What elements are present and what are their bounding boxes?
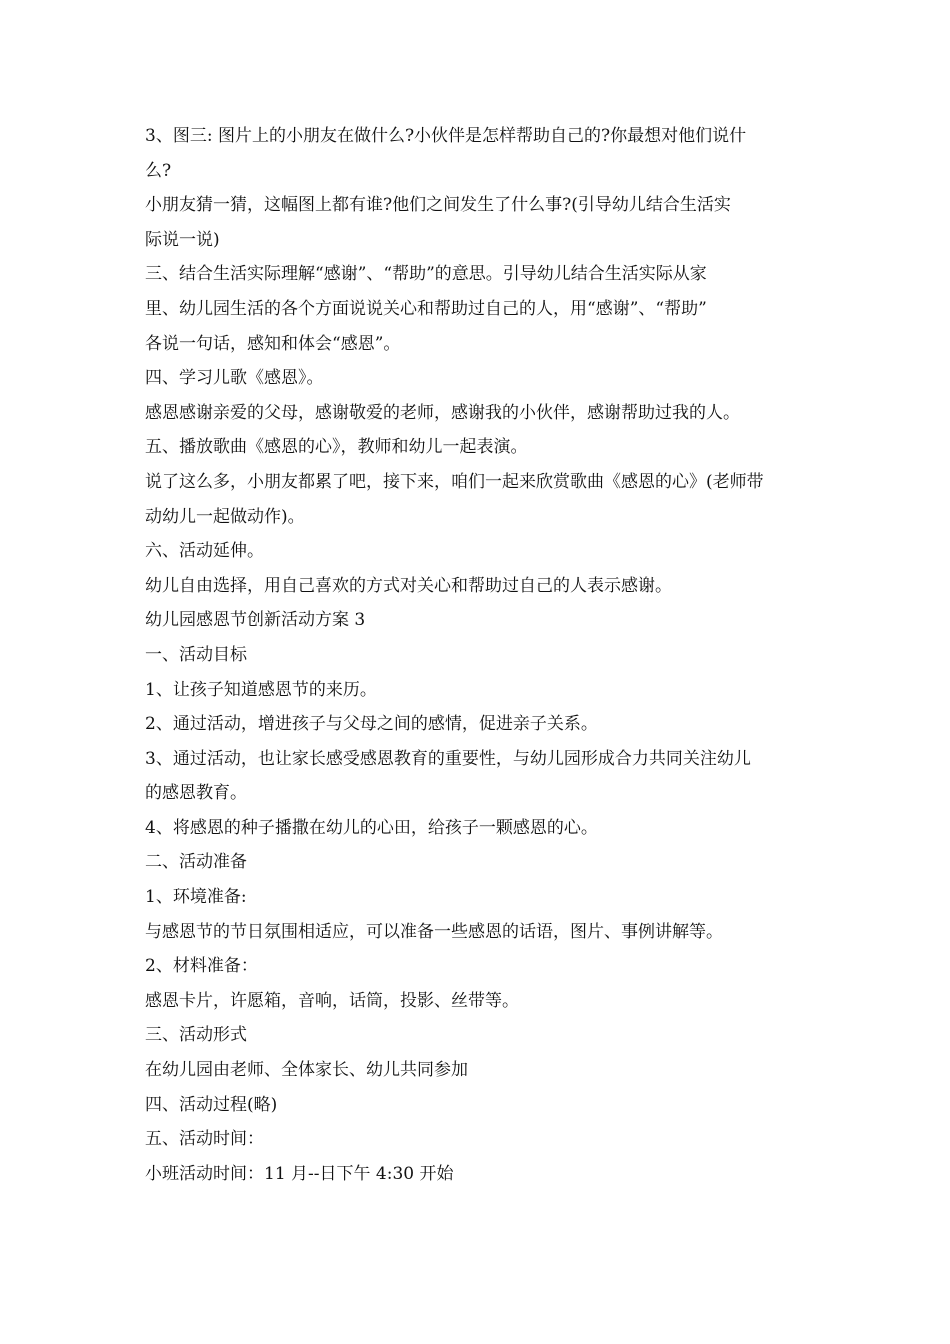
text-line: 感恩感谢亲爱的父母，感谢敬爱的老师，感谢我的小伙伴，感谢帮助过我的人。 bbox=[145, 402, 740, 423]
list-item: 3、通过活动，也让家长感受感恩教育的重要性，与幼儿园形成合力共同关注幼儿 bbox=[145, 748, 751, 769]
section-heading: 六、活动延伸。 bbox=[145, 541, 264, 562]
document-body bbox=[145, 119, 815, 1191]
list-item: 1、让孩子知道感恩节的来历。 bbox=[145, 679, 377, 700]
section-heading: 二、活动准备 bbox=[145, 852, 247, 873]
text-line: 3、图三: 图片上的小朋友在做什么?小伙伴是怎样帮助自己的?你最想对他们说什 bbox=[145, 126, 747, 146]
text-line: 三、结合生活实际理解“感谢”、“帮助”的意思。引导幼儿结合生活实际从家 bbox=[145, 264, 707, 285]
section-heading: 五、活动时间： bbox=[145, 1129, 264, 1150]
text-line: 幼儿自由选择，用自己喜欢的方式对关心和帮助过自己的人表示感谢。 bbox=[145, 575, 672, 596]
list-item: 2、材料准备： bbox=[145, 956, 258, 977]
section-heading: 四、活动过程(略) bbox=[145, 1094, 278, 1115]
section-heading: 一、活动目标 bbox=[145, 644, 247, 665]
section-heading: 五、播放歌曲《感恩的心》，教师和幼儿一起表演。 bbox=[145, 437, 528, 458]
text-line: 说了这么多，小朋友都累了吧，接下来，咱们一起来欣赏歌曲《感恩的心》(老师带 bbox=[145, 471, 764, 492]
section-heading: 三、活动形式 bbox=[145, 1025, 247, 1046]
text-line: 小朋友猜一猜，这幅图上都有谁?他们之间发生了什么事?(引导幼儿结合生活实 bbox=[145, 195, 731, 216]
text-line: 里、幼儿园生活的各个方面说说关心和帮助过自己的人，用“感谢”、“帮助” bbox=[145, 298, 707, 319]
list-item: 2、通过活动，增进孩子与父母之间的感情，促进亲子关系。 bbox=[145, 714, 598, 735]
text-line: 动幼儿一起做动作)。 bbox=[145, 506, 305, 527]
document-title: 幼儿园感恩节创新活动方案 3 bbox=[145, 610, 366, 631]
list-item: 1、环境准备: bbox=[145, 887, 247, 908]
text-line: 各说一句话，感知和体会“感恩”。 bbox=[145, 333, 401, 354]
text-line: 感恩卡片，许愿箱，音响，话筒，投影、丝带等。 bbox=[145, 990, 519, 1011]
text-line: 小班活动时间：11 月--日下午 4:30 开始 bbox=[145, 1163, 454, 1184]
text-line: 际说一说) bbox=[145, 229, 220, 250]
text-line: 与感恩节的节日氛围相适应，可以准备一些感恩的话语，图片、事例讲解等。 bbox=[145, 921, 723, 942]
text-line: 在幼儿园由老师、全体家长、幼儿共同参加 bbox=[145, 1060, 468, 1081]
text-line: 么? bbox=[145, 160, 172, 181]
section-heading: 四、学习儿歌《感恩》。 bbox=[145, 368, 324, 389]
text-line: 的感恩教育。 bbox=[145, 783, 247, 804]
list-item: 4、将感恩的种子播撒在幼儿的心田，给孩子一颗感恩的心。 bbox=[145, 817, 598, 838]
